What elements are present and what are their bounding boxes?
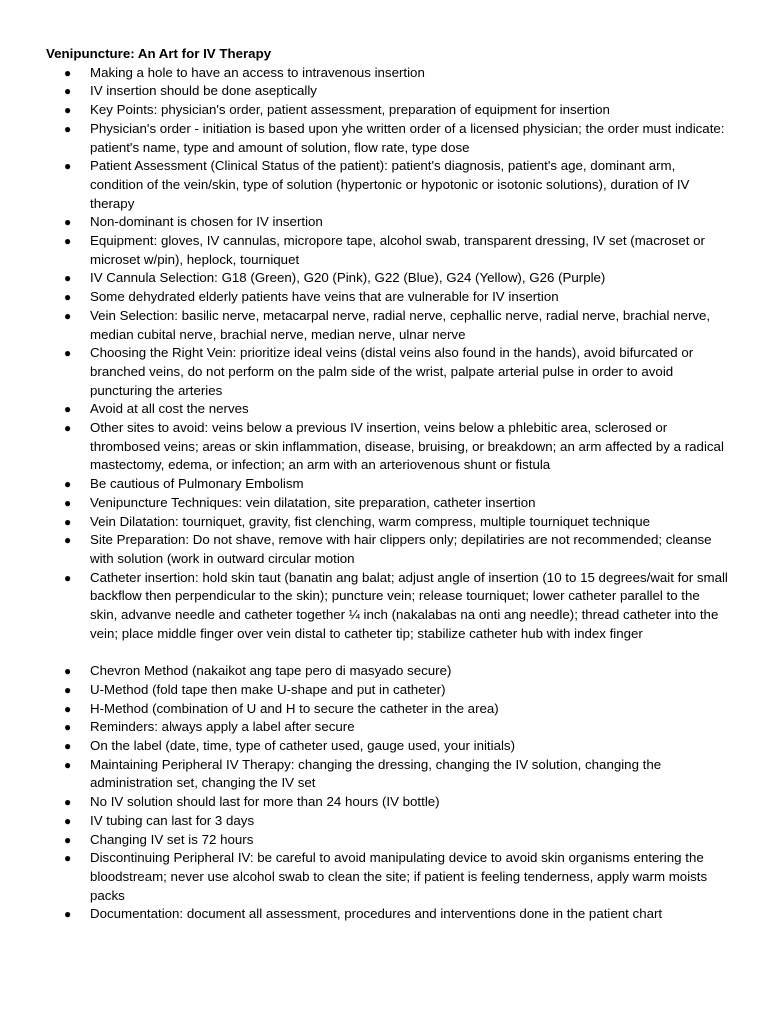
list-item-text: Some dehydrated elderly patients have veins that are vulnerable for IV insertion <box>90 289 559 305</box>
bullet-icon: ● <box>64 570 72 585</box>
list-item <box>46 831 728 850</box>
list-item-text: Be cautious of Pulmonary Embolism <box>90 476 304 492</box>
list-item-text: Site Preparation: Do not shave, remove with hair clippers only; depilatiries are not recommended; cleanse with solution (work in outward circular motion <box>90 532 712 566</box>
list-item-text: Discontinuing Peripheral IV: be careful to avoid manipulating device to avoid skin organisms entering the bloodstream; never use alcohol swab to clean the site; if patient is feeling tenderness, apply warm moists packs <box>90 850 708 903</box>
bullet-icon: ● <box>64 739 72 753</box>
list-item-text: Chevron Method (nakaikot ang tape pero di masyado secure) <box>90 663 452 679</box>
list-item <box>46 213 728 232</box>
list-item-text: Reminders: always apply a label after secure <box>90 719 355 735</box>
list-item <box>46 419 728 475</box>
bullet-icon: ● <box>64 907 72 922</box>
blank-line <box>46 644 728 663</box>
bullet-icon: ● <box>64 495 72 510</box>
bullet-icon: ● <box>64 664 72 679</box>
bullet-icon: ● <box>64 795 72 810</box>
bullet-icon: ● <box>64 159 72 174</box>
list-item <box>46 662 728 681</box>
bullet-icon: ● <box>64 851 72 866</box>
bullet-icon: ● <box>64 757 72 772</box>
list-item <box>46 344 728 400</box>
list-item <box>46 101 728 120</box>
list-item-text: IV Cannula Selection: G18 (Green), G20 (Pink), G22 (Blue), G24 (Yellow), G26 (Purple) <box>90 270 606 286</box>
list-item-text: Other sites to avoid: veins below a previous IV insertion, veins below a phlebitic area, sclerosed or thrombosed veins; areas or skin inflammation, disease, bruising, or breakdown; an arm affected by a radical mastectomy, edema, or infection; an arm with an arteriovenous shunt or fistula <box>90 420 724 473</box>
list-item <box>46 569 728 644</box>
document-title: Venipuncture: An Art for IV Therapy <box>46 46 272 61</box>
list-item <box>46 307 728 344</box>
bullet-icon: ● <box>64 121 72 136</box>
list-item-text: Maintaining Peripheral IV Therapy: changing the dressing, changing the IV solution, changing the administration set, changing the IV set <box>90 756 662 791</box>
list-item <box>46 793 728 812</box>
bullet-icon: ● <box>64 65 72 80</box>
list-item-text: Key Points: physician's order, patient assessment, preparation of equipment for insertion <box>90 102 610 118</box>
list-item-text: Changing IV set is 72 hours <box>90 831 254 847</box>
bullet-icon: ● <box>64 103 72 118</box>
list-item <box>46 232 728 269</box>
bullet-icon: ● <box>64 832 72 847</box>
list-item <box>46 737 728 756</box>
list-item-text: Non-dominant is chosen for IV insertion <box>90 214 323 230</box>
list-item-text: Equipment: gloves, IV cannulas, micropore tape, alcohol swab, transparent dressing, IV set (macroset or microset w/pin), heplock, tourniquet <box>90 233 705 267</box>
list-item-text: Vein Selection: basilic nerve, metacarpal nerve, radial nerve, cephallic nerve, radial nerve, brachial nerve, median cubital nerve, brachial nerve, median nerve, ulnar nerve <box>90 307 711 342</box>
bullet-icon: ● <box>64 533 72 548</box>
list-item <box>46 64 728 83</box>
list-item <box>46 756 728 793</box>
list-item-text: Avoid at all cost the nerves <box>90 401 249 417</box>
list-item <box>46 905 728 924</box>
bullet-icon: ● <box>64 346 72 361</box>
list-item-text: No IV solution should last for more than 24 hours (IV bottle) <box>90 794 440 810</box>
list-item-text: Documentation: document all assessment, procedures and interventions done in the patient chart <box>90 906 663 922</box>
bullet-list-secondary <box>46 662 728 924</box>
bullet-icon: ● <box>64 290 72 305</box>
list-item <box>46 288 728 307</box>
list-item <box>46 700 728 719</box>
list-item-text: Making a hole to have an access to intravenous insertion <box>90 64 425 80</box>
list-item <box>46 531 728 568</box>
list-item <box>46 718 728 737</box>
list-item-text: Venipuncture Techniques: vein dilatation, site preparation, catheter insertion <box>90 494 536 510</box>
list-item-text: IV tubing can last for 3 days <box>90 812 255 828</box>
bullet-icon: ● <box>64 402 72 417</box>
list-item-text: Patient Assessment (Clinical Status of the patient): patient's diagnosis, patient's age, dominant arm, condition of the vein/skin, type of solution (hypertonic or hypotonic or isotonic solutions), duration of IV therapy <box>90 158 690 211</box>
bullet-icon: ● <box>64 234 72 249</box>
bullet-icon: ● <box>64 308 72 323</box>
list-item-text: Vein Dilatation: tourniquet, gravity, fist clenching, warm compress, multiple tourniquet technique <box>90 513 650 529</box>
bullet-icon: ● <box>64 682 72 697</box>
list-item <box>46 82 728 101</box>
bullet-icon: ● <box>64 514 72 529</box>
list-item <box>46 269 728 288</box>
list-item-text: Physician's order - initiation is based upon yhe written order of a licensed physician; the order must indicate: patient's name, type and amount of solution, flow rate, type dose <box>90 120 725 155</box>
list-item-text: H-Method (combination of U and H to secure the catheter in the area) <box>90 700 499 716</box>
bullet-icon: ● <box>64 701 72 716</box>
bullet-icon: ● <box>64 720 72 735</box>
list-item-text: On the label (date, time, type of catheter used, gauge used, your initials) <box>90 738 516 753</box>
list-item <box>46 157 728 213</box>
list-item-text: Choosing the Right Vein: prioritize ideal veins (distal veins also found in the hands), avoid bifurcated or branched veins, do not perform on the palm side of the wrist, palpate arterial pulse in order to avoid puncturing the arteries <box>90 345 694 398</box>
list-item <box>46 475 728 494</box>
bullet-icon: ● <box>64 421 72 436</box>
bullet-icon: ● <box>64 477 72 492</box>
list-item <box>46 120 728 157</box>
list-item-text: IV insertion should be done aseptically <box>90 83 317 99</box>
bullet-icon: ● <box>64 813 72 828</box>
bullet-icon: ● <box>64 215 72 230</box>
list-item <box>46 513 728 532</box>
bullet-icon: ● <box>64 271 72 286</box>
list-item <box>46 494 728 513</box>
list-item-text: U-Method (fold tape then make U-shape and put in catheter) <box>90 681 446 697</box>
list-item <box>46 400 728 419</box>
list-item <box>46 849 728 905</box>
bullet-list-main <box>46 64 728 644</box>
list-item <box>46 681 728 700</box>
list-item <box>46 812 728 831</box>
bullet-icon: ● <box>64 84 72 99</box>
list-item-text: Catheter insertion: hold skin taut (banatin ang balat; adjust angle of insertion (10 to 15 degrees/wait for small backflow then perpendicular to the skin); puncture vein; release tourniquet; lower catheter parallel to the skin, advanve needle and catheter together ¼ inch (nakalabas na onti ang needle); thread catheter into the vein; place middle finger over vein distal to catheter tip; stabilize catheter hub with index finger <box>90 569 728 641</box>
